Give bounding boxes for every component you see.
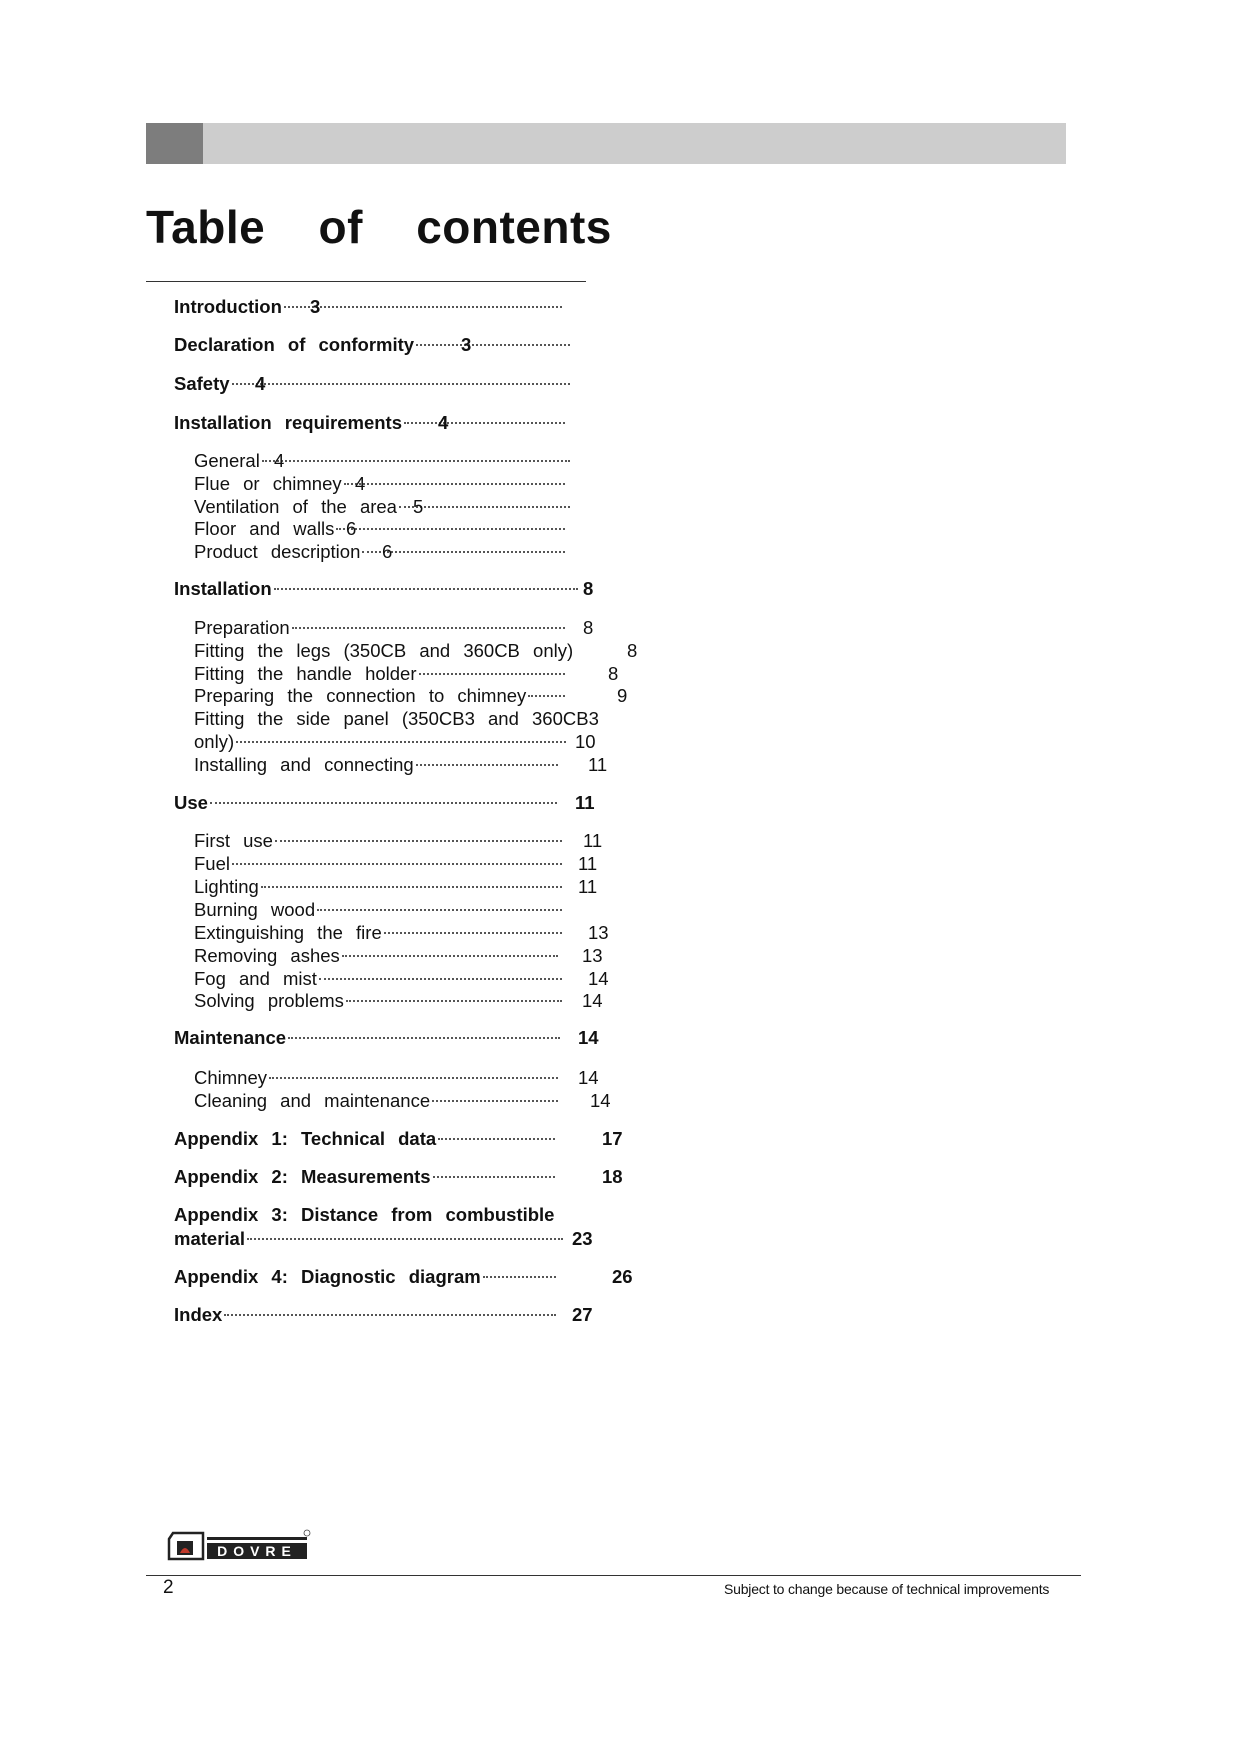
- toc-entry-page: 4: [274, 450, 285, 471]
- toc-entry-page: 8: [583, 617, 594, 638]
- toc-entry[interactable]: [174, 1266, 652, 1288]
- toc-entry-label: Maintenance: [174, 1027, 287, 1048]
- header-bar-accent: [146, 123, 203, 164]
- toc-entry-page: 14: [578, 1067, 599, 1088]
- toc-entry-page: 13: [582, 945, 603, 966]
- toc-entry-label: Introduction: [174, 296, 282, 317]
- toc-entry-page: 4: [255, 373, 266, 394]
- toc-entry[interactable]: [194, 922, 628, 944]
- toc-entry-page: 3: [461, 334, 472, 355]
- toc-entry-label: Fitting the handle holder: [194, 663, 417, 684]
- toc-dot-leader: [236, 741, 566, 743]
- toc-dot-leader: [404, 422, 565, 424]
- toc-entry[interactable]: [194, 541, 565, 563]
- toc-entry-label: Safety: [174, 373, 230, 394]
- toc-entry-label: Flue or chimney: [194, 473, 342, 494]
- toc-entry[interactable]: [174, 578, 623, 600]
- toc-dot-leader: [232, 863, 562, 865]
- toc-dot-leader: [336, 528, 565, 530]
- toc-entry-page: 11: [575, 792, 595, 813]
- toc-dot-leader: [224, 1314, 556, 1316]
- toc-entry[interactable]: [174, 1128, 642, 1150]
- toc-entry-page: 13: [588, 922, 609, 943]
- toc-entry[interactable]: [194, 685, 657, 707]
- toc-entry-page: 18: [602, 1166, 623, 1187]
- toc-entry-label: Installation: [174, 578, 272, 599]
- toc-entry-page: 8: [583, 578, 594, 599]
- toc-entry[interactable]: [194, 640, 667, 662]
- toc-entry-page: 26: [612, 1266, 633, 1287]
- dovre-logo: [167, 1529, 312, 1567]
- toc-dot-leader: [384, 932, 562, 934]
- toc-entry-label: Extinguishing the fire: [194, 922, 382, 943]
- toc-dot-leader: [210, 802, 557, 804]
- toc-entry-label: Index: [174, 1304, 223, 1325]
- toc-entry[interactable]: [194, 990, 622, 1012]
- toc-dot-leader: [362, 551, 565, 553]
- toc-entry-page: 14: [588, 968, 609, 989]
- toc-dot-leader: [292, 627, 565, 629]
- toc-dot-leader: [262, 460, 570, 462]
- toc-dot-leader: [284, 306, 562, 308]
- toc-dot-leader: [432, 1100, 558, 1102]
- toc-entry[interactable]: [174, 334, 570, 356]
- toc-entry-label: Installing and connecting: [194, 754, 414, 775]
- toc-entry-page: 4: [355, 473, 366, 494]
- toc-entry-label: Fuel: [194, 853, 230, 874]
- toc-entry-page: 17: [602, 1128, 623, 1149]
- toc-entry[interactable]: [174, 373, 570, 395]
- header-bar: [146, 123, 1066, 164]
- toc-dot-leader: [247, 1238, 563, 1240]
- toc-dot-leader: [438, 1138, 555, 1140]
- toc-dot-leader: [346, 1000, 562, 1002]
- toc-entry-page: 14: [590, 1090, 611, 1111]
- toc-dot-leader: [342, 955, 558, 957]
- toc-entry[interactable]: [194, 853, 618, 875]
- toc-entry[interactable]: [194, 450, 570, 472]
- toc-entry[interactable]: [194, 496, 570, 518]
- toc-entry-label: Floor and walls: [194, 518, 335, 539]
- toc-entry-page: 6: [382, 541, 393, 562]
- toc-entry[interactable]: [174, 412, 565, 434]
- toc-dot-leader: [419, 673, 565, 675]
- toc-dot-leader: [269, 1077, 558, 1079]
- toc-entry-page: 14: [582, 990, 603, 1011]
- toc-entry-page: 10: [575, 731, 596, 752]
- toc-entry-page: 4: [438, 412, 449, 433]
- toc-entry[interactable]: [194, 617, 623, 639]
- toc-dot-leader: [319, 978, 562, 980]
- toc-entry-page: 27: [572, 1304, 593, 1325]
- toc-entry-page: 14: [578, 1027, 599, 1048]
- toc-dot-leader: [399, 506, 570, 508]
- toc-entry-label: material: [174, 1228, 245, 1249]
- toc-entry-page: 5: [413, 496, 424, 517]
- toc-entry-label: Cleaning and maintenance: [194, 1090, 431, 1111]
- toc-entry-label: Appendix 2: Measurements: [174, 1166, 431, 1187]
- toc-entry[interactable]: [194, 518, 565, 540]
- toc-entry[interactable]: [194, 1090, 630, 1112]
- title-underline: [146, 281, 586, 282]
- toc-entry[interactable]: [174, 1228, 612, 1250]
- toc-entry-label: Appendix 3: Distance from combustible: [174, 1204, 555, 1225]
- toc-entry-label: Burning wood: [194, 899, 316, 920]
- toc-entry-label: First use: [194, 830, 273, 851]
- toc-entry[interactable]: [174, 1166, 642, 1188]
- toc-entry-label: Appendix 1: Technical data: [174, 1128, 437, 1149]
- toc-entry[interactable]: [194, 899, 562, 921]
- toc-entry[interactable]: [194, 473, 565, 495]
- footer-rule: [146, 1575, 1081, 1576]
- toc-entry[interactable]: [194, 1067, 618, 1089]
- toc-entry-page: 11: [578, 853, 598, 874]
- toc-dot-leader: [261, 886, 562, 888]
- toc-entry[interactable]: [194, 968, 628, 990]
- footer-note: Subject to change because of technical improvements: [724, 1581, 1050, 1597]
- toc-dot-leader: [344, 483, 565, 485]
- toc-entry-page: 11: [578, 876, 598, 897]
- toc-entry-page: 11: [588, 754, 608, 775]
- toc-entry-label: Solving problems: [194, 990, 344, 1011]
- toc-entry-label: Installation requirements: [174, 412, 402, 433]
- toc-entry-page: 8: [627, 640, 638, 661]
- toc-entry-label: Preparing the connection to chimney: [194, 685, 527, 706]
- toc-entry-label: Product description: [194, 541, 361, 562]
- toc-entry-label: Removing ashes: [194, 945, 340, 966]
- toc-dot-leader: [274, 588, 578, 590]
- toc-entry-label: Lighting: [194, 876, 259, 897]
- toc-entry-page: 8: [608, 663, 619, 684]
- page-title: Table of contents: [146, 201, 612, 253]
- toc-entry[interactable]: [174, 1304, 612, 1326]
- toc-dot-leader: [232, 383, 570, 385]
- logo-wordmark: DOVRE: [217, 1543, 297, 1559]
- toc-entry-page: 6: [346, 518, 357, 539]
- toc-entry[interactable]: [194, 663, 648, 685]
- toc-dot-leader: [416, 344, 570, 346]
- toc-entry-label: Appendix 4: Diagnostic diagram: [174, 1266, 481, 1287]
- toc-entry-label: only): [194, 731, 235, 752]
- toc-entry[interactable]: [194, 731, 615, 753]
- toc-dot-leader: [528, 695, 565, 697]
- toc-entry[interactable]: [194, 876, 618, 898]
- toc-entry-label: Fitting the side panel (350CB3 and 360CB3: [194, 708, 599, 729]
- toc-entry-label: Preparation: [194, 617, 290, 638]
- toc-dot-leader: [483, 1276, 556, 1278]
- toc-entry[interactable]: [174, 296, 562, 318]
- toc-dot-leader: [433, 1176, 555, 1178]
- toc-dot-leader: [317, 909, 562, 911]
- page-number: 2: [163, 1577, 174, 1598]
- toc-entry-page: 9: [617, 685, 628, 706]
- toc-entry-label: Chimney: [194, 1067, 267, 1088]
- toc-entry-label: Fitting the legs (350CB and 360CB only): [194, 640, 574, 661]
- toc-entry-label: Fog and mist: [194, 968, 317, 989]
- toc-entry-page: 23: [572, 1228, 593, 1249]
- toc-entry-page: 11: [583, 830, 603, 851]
- toc-entry[interactable]: [194, 754, 628, 776]
- toc-dot-leader: [416, 764, 558, 766]
- toc-entry[interactable]: [174, 792, 615, 814]
- toc-entry-page: 3: [310, 296, 321, 317]
- toc-entry-label: General: [194, 450, 260, 471]
- toc-entry-label: Use: [174, 792, 208, 813]
- toc-entry-label: Ventilation of the area: [194, 496, 397, 517]
- toc-entry-label: Declaration of conformity: [174, 334, 415, 355]
- toc-entry[interactable]: [174, 1027, 618, 1049]
- toc-entry[interactable]: [194, 830, 623, 852]
- toc-dot-leader: [275, 840, 562, 842]
- toc-entry[interactable]: [194, 945, 622, 967]
- toc-dot-leader: [288, 1037, 560, 1039]
